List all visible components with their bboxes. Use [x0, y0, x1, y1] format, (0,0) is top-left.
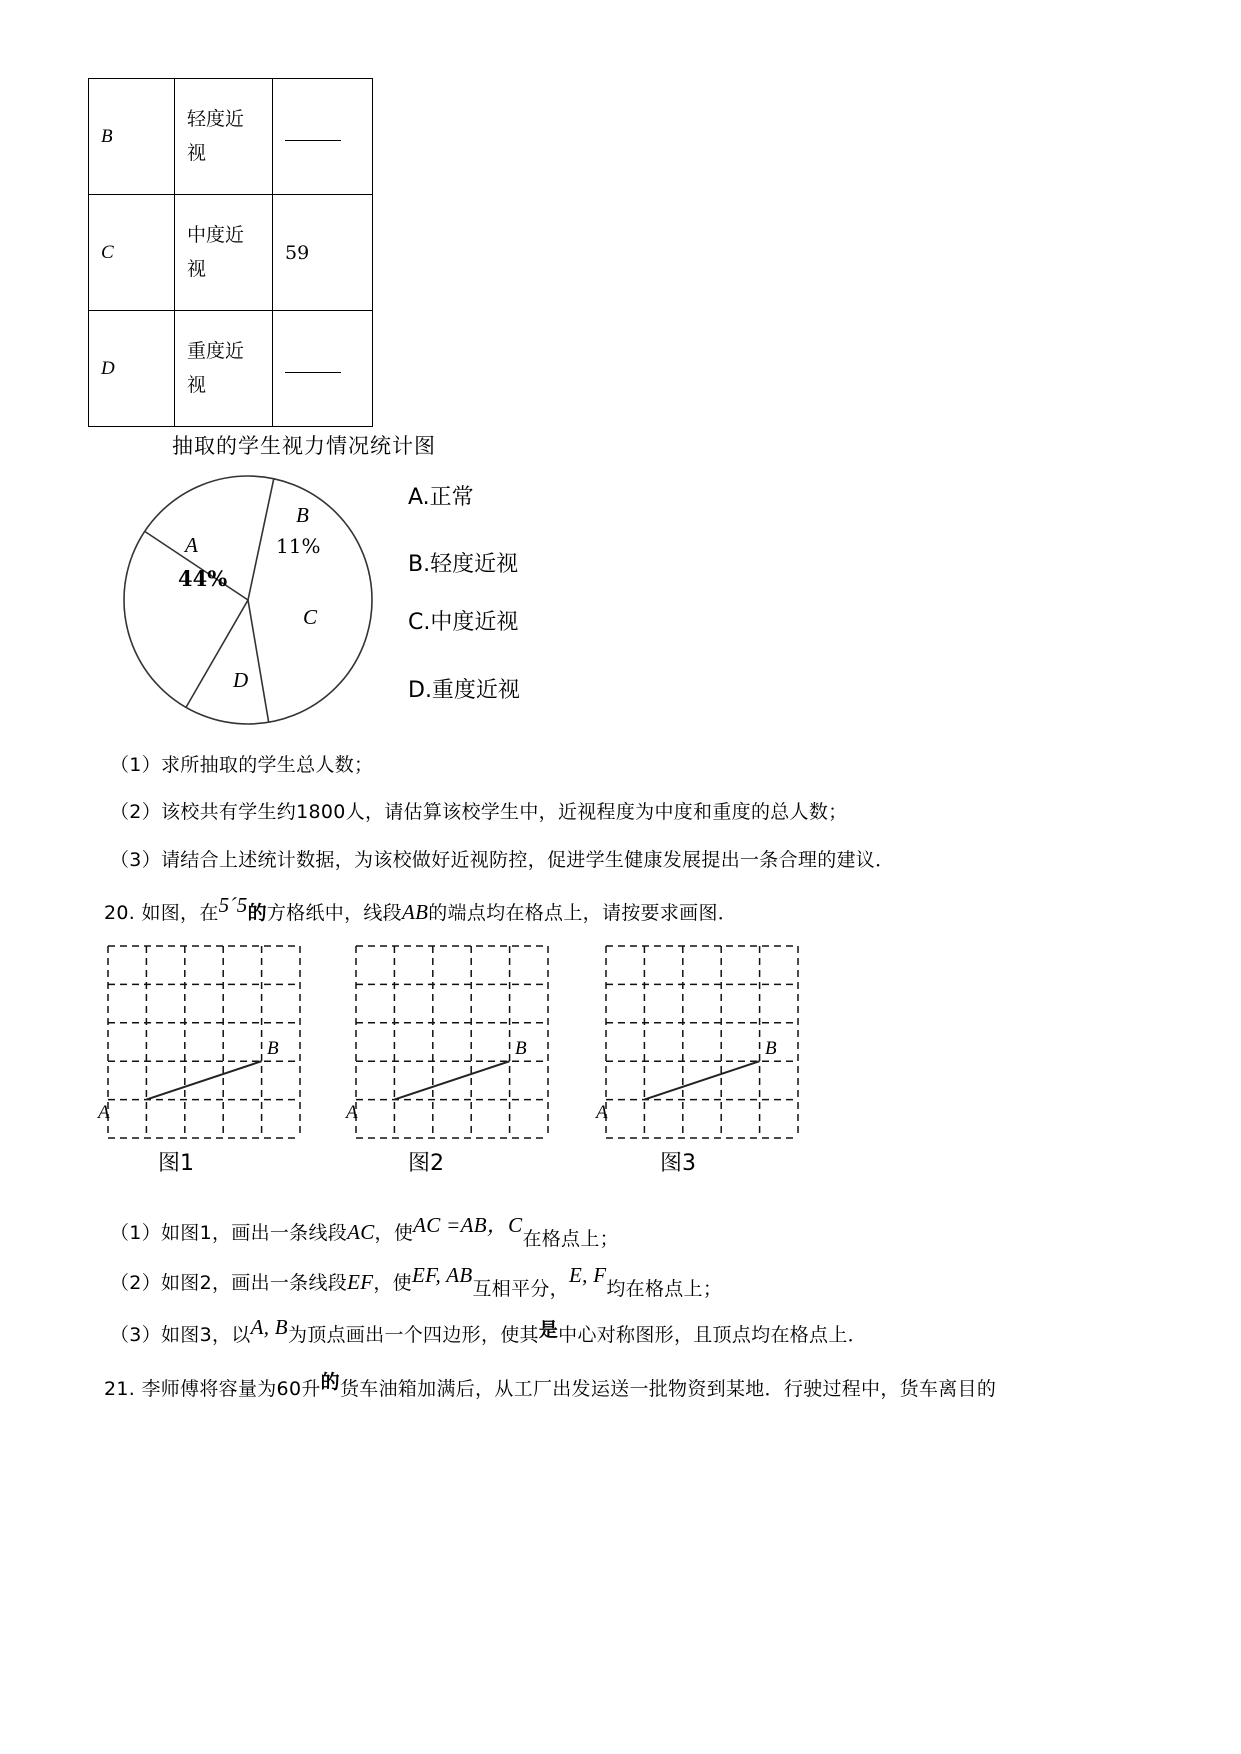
question-19-part-3: （3）请结合上述统计数据，为该校做好近视防控，促进学生健康发展提出一条合理的建议． [110, 849, 895, 871]
q20-2-seg-a: （2）如图2，画出一条线段 [110, 1272, 348, 1294]
q20-3-seg-b: A, B [250, 1315, 288, 1339]
row-label-c: 中度近 视 [175, 195, 273, 311]
figure-3-grid [596, 942, 802, 1142]
row-code-b: B [89, 79, 175, 195]
table-body [89, 79, 373, 427]
q21-stem-seg-a: 21. 李师傅将容量为60升 [104, 1378, 321, 1400]
question-20-part-2 [110, 1263, 723, 1300]
pie-slice-pct-a: 44% [178, 566, 228, 591]
blank-underline [285, 139, 341, 141]
pie-slice-label-d: D [233, 668, 249, 692]
q20-stem-seg-e: AB [401, 900, 429, 924]
q20-stem-seg-d: 方格纸中，线段 [266, 902, 402, 924]
vision-table-container [88, 78, 373, 427]
figure-caption-1: 图1 [158, 1151, 194, 1176]
legend-item-b: B.轻度近视 [408, 552, 519, 577]
table-row [89, 311, 373, 427]
q20-stem-seg-c: 的 [247, 902, 267, 924]
pie-slice-pct-b: 11% [276, 534, 321, 558]
q20-3-seg-a: （3）如图3，以 [110, 1324, 251, 1346]
pie-divider [248, 479, 274, 600]
segment-ab [394, 1061, 509, 1099]
q20-stem-seg-a: 20. 如图，在 [104, 902, 219, 924]
q20-2-seg-b: EF [347, 1270, 374, 1294]
figure-2-grid [346, 942, 552, 1142]
question-19-part-1: （1）求所抽取的学生总人数； [110, 754, 374, 776]
legend-item-c: C.中度近视 [408, 610, 519, 635]
vision-table [88, 78, 373, 427]
question-21-stem [104, 1371, 997, 1401]
q20-2-seg-d: EF, AB [411, 1263, 473, 1287]
row-value-d [273, 311, 373, 427]
question-20-part-3 [110, 1315, 867, 1347]
question-20-part-1 [110, 1213, 619, 1250]
question-20-stem [104, 893, 738, 925]
row-code-c: C [89, 195, 175, 311]
q20-1-seg-a: （1）如图1，画出一条线段 [110, 1222, 348, 1244]
point-label-b: B [267, 1038, 279, 1059]
q20-3-seg-c: 为顶点画出一个四边形，使其 [287, 1324, 539, 1346]
table-row [89, 195, 373, 311]
q20-stem-seg-b: 5´5 [218, 893, 248, 917]
segment-ab [644, 1061, 759, 1099]
q20-3-seg-e: 中心对称图形，且顶点均在格点上． [558, 1324, 867, 1346]
point-label-a: A [98, 1102, 110, 1123]
q21-stem-seg-b: 的 [320, 1371, 340, 1393]
q20-1-seg-d: AC =AB， [413, 1213, 509, 1237]
pie-divider [248, 600, 269, 722]
pie-slice-label-c: C [303, 605, 318, 629]
table-row [89, 79, 373, 195]
pie-slice-label-b: B [296, 503, 309, 527]
legend-item-a: A.正常 [408, 485, 474, 510]
q20-1-seg-f: 在格点上； [522, 1228, 619, 1250]
q20-2-seg-f: E, F [569, 1263, 607, 1287]
row-label-d: 重度近 视 [175, 311, 273, 427]
q20-3-seg-d: 是 [538, 1319, 559, 1341]
row-value-c: 59 [273, 195, 373, 311]
q20-1-seg-b: AC [347, 1220, 375, 1244]
q21-stem-seg-c: 货车油箱加满后，从工厂出发运送一批物资到某地．行驶过程中，货车离目的 [339, 1378, 997, 1400]
point-label-b: B [515, 1038, 527, 1059]
row-code-d: D [89, 311, 175, 427]
figure-caption-2: 图2 [408, 1151, 444, 1176]
q20-stem-seg-f: 的端点均在格点上，请按要求画图． [428, 902, 738, 924]
q20-2-seg-c: ，使 [373, 1272, 412, 1294]
row-value-b [273, 79, 373, 195]
row-label-b: 轻度近 视 [175, 79, 273, 195]
q20-1-seg-e: C [508, 1213, 523, 1237]
figure-1-grid [98, 942, 304, 1142]
point-label-a: A [346, 1102, 358, 1123]
question-19-part-2: （2）该校共有学生约1800人，请估算该校学生中，近视程度为中度和重度的总人数； [110, 801, 848, 823]
q20-1-seg-c: ，使 [374, 1222, 414, 1244]
point-label-b: B [765, 1038, 777, 1059]
segment-ab [146, 1061, 261, 1099]
q20-2-seg-g: 均在格点上； [606, 1278, 723, 1300]
point-label-a: A [596, 1102, 608, 1123]
legend-item-d: D.重度近视 [408, 678, 520, 703]
pie-slice-label-a: A [185, 533, 198, 557]
q20-2-seg-e: 互相平分， [472, 1278, 569, 1300]
blank-underline [285, 371, 341, 373]
chart-title: 抽取的学生视力情况统计图 [172, 434, 436, 458]
figure-caption-3: 图3 [660, 1151, 696, 1176]
pie-slice-dividers [145, 479, 274, 723]
